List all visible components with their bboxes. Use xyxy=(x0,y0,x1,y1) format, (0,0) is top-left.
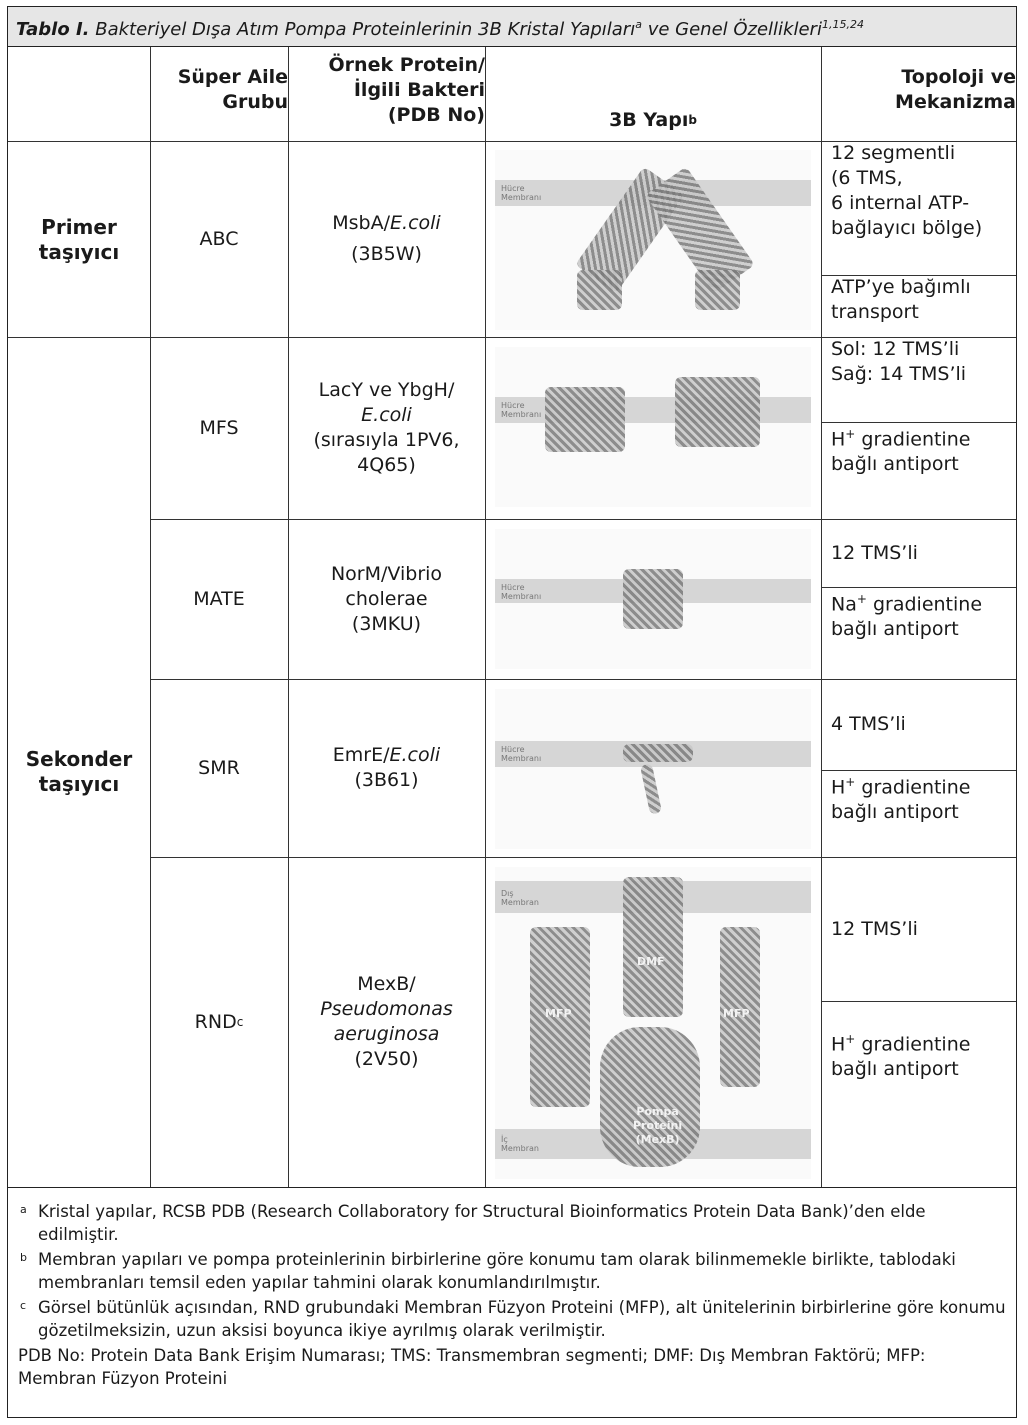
structure-rnd-image: Dış Membran İç Membran DMF MFP MFP Pompa Proteini (MexB) xyxy=(495,867,811,1179)
title-refs: 1,15,24 xyxy=(821,18,864,31)
group-sekonder: Sekonder taşıyıcı xyxy=(25,747,133,796)
table-grid xyxy=(8,47,1016,1187)
table-frame xyxy=(7,6,1017,1418)
header-structure: 3B Yapı b xyxy=(609,109,697,131)
topology-mate: 12 TMS’li xyxy=(831,541,918,564)
protein-mfs: LacY ve YbgH/ E.coli (sırasıyla 1PV6, 4Q65) xyxy=(313,379,460,476)
structure-mfs-image: Hücre Membranı xyxy=(495,347,811,507)
mechanism-mate: Na+ gradientine bağlı antiport xyxy=(831,592,983,641)
mechanism-smr: H+ gradientine bağlı antiport xyxy=(831,775,971,824)
family-rnd: RND c xyxy=(194,1010,244,1033)
mechanism-rnd: H+ gradientine bağlı antiport xyxy=(831,1032,971,1081)
protein-mate: NorM/Vibrio cholerae (3MKU) xyxy=(330,562,443,635)
header-topology: Topoloji ve Mekanizma xyxy=(895,66,1016,113)
header-protein: Örnek Protein/ İlgili Bakteri (PDB No) xyxy=(328,53,485,126)
structure-mate-image: Hücre Membranı xyxy=(495,529,811,669)
family-abc: ABC xyxy=(199,227,239,250)
title-sup: a xyxy=(635,18,642,31)
protein-rnd: MexB/ Pseudomonas aeruginosa (2V50) xyxy=(320,973,453,1070)
family-mfs: MFS xyxy=(199,416,239,439)
header-family: Süper Aile Grubu xyxy=(177,66,288,113)
footnote-b: b Membran yapıları ve pompa proteinlerinin birbirlerine göre konumu tam olarak bilinmemekle birlikte, tablodaki membranları temsil eden yapılar tahmini olarak konumlandırılmıştır. xyxy=(20,1250,956,1292)
structure-smr-image: Hücre Membranı xyxy=(495,689,811,849)
title-text2: ve Genel Özellikleri xyxy=(641,19,822,40)
mechanism-mfs: H+ gradientine bağlı antiport xyxy=(831,427,971,476)
protein-abc: MsbA/E.coli (3B5W) xyxy=(332,212,441,265)
title-text: Bakteriyel Dışa Atım Pompa Proteinlerinin 3B Kristal Yapıları xyxy=(95,19,636,40)
table-title xyxy=(8,7,1016,47)
mechanism-abc: ATP’ye bağımlı transport xyxy=(831,276,971,323)
topology-mfs: Sol: 12 TMS’li Sağ: 14 TMS’li xyxy=(831,338,967,385)
topology-smr: 4 TMS’li xyxy=(831,713,906,735)
topology-rnd: 12 TMS’li xyxy=(831,917,918,940)
topology-abc: 12 segmentli (6 TMS, 6 internal ATP- bağlayıcı bölge) xyxy=(831,142,983,239)
family-smr: SMR xyxy=(198,756,240,779)
family-mate: MATE xyxy=(193,587,245,610)
abbreviations: PDB No: Protein Data Bank Erişim Numarası; TMS: Transmembran segmenti; DMF: Dış Membran Faktörü; MFP: Membran Füzyon Proteini xyxy=(18,1346,926,1388)
footnote-a: a Kristal yapılar, RCSB PDB (Research Collaboratory for Structural Bioinformatics Protein Data Bank)’den elde edilmiştir. xyxy=(20,1202,926,1244)
title-label: Tablo I. xyxy=(16,19,90,40)
footnote-c: c Görsel bütünlük açısından, RND grubundaki Membran Füzyon Proteini (MFP), alt ünitelerinin birbirlerine göre konumu gözetilmeksizin, uzun aksisi boyunca ikiye ayrılmış olarak verilmiştir. xyxy=(20,1298,1006,1340)
structure-abc-image: Hücre Membranı xyxy=(495,150,811,330)
table-footnotes xyxy=(8,1187,1016,1390)
protein-smr: EmrE/E.coli (3B61) xyxy=(332,744,441,791)
group-primer: Primer taşıyıcı xyxy=(38,215,120,264)
